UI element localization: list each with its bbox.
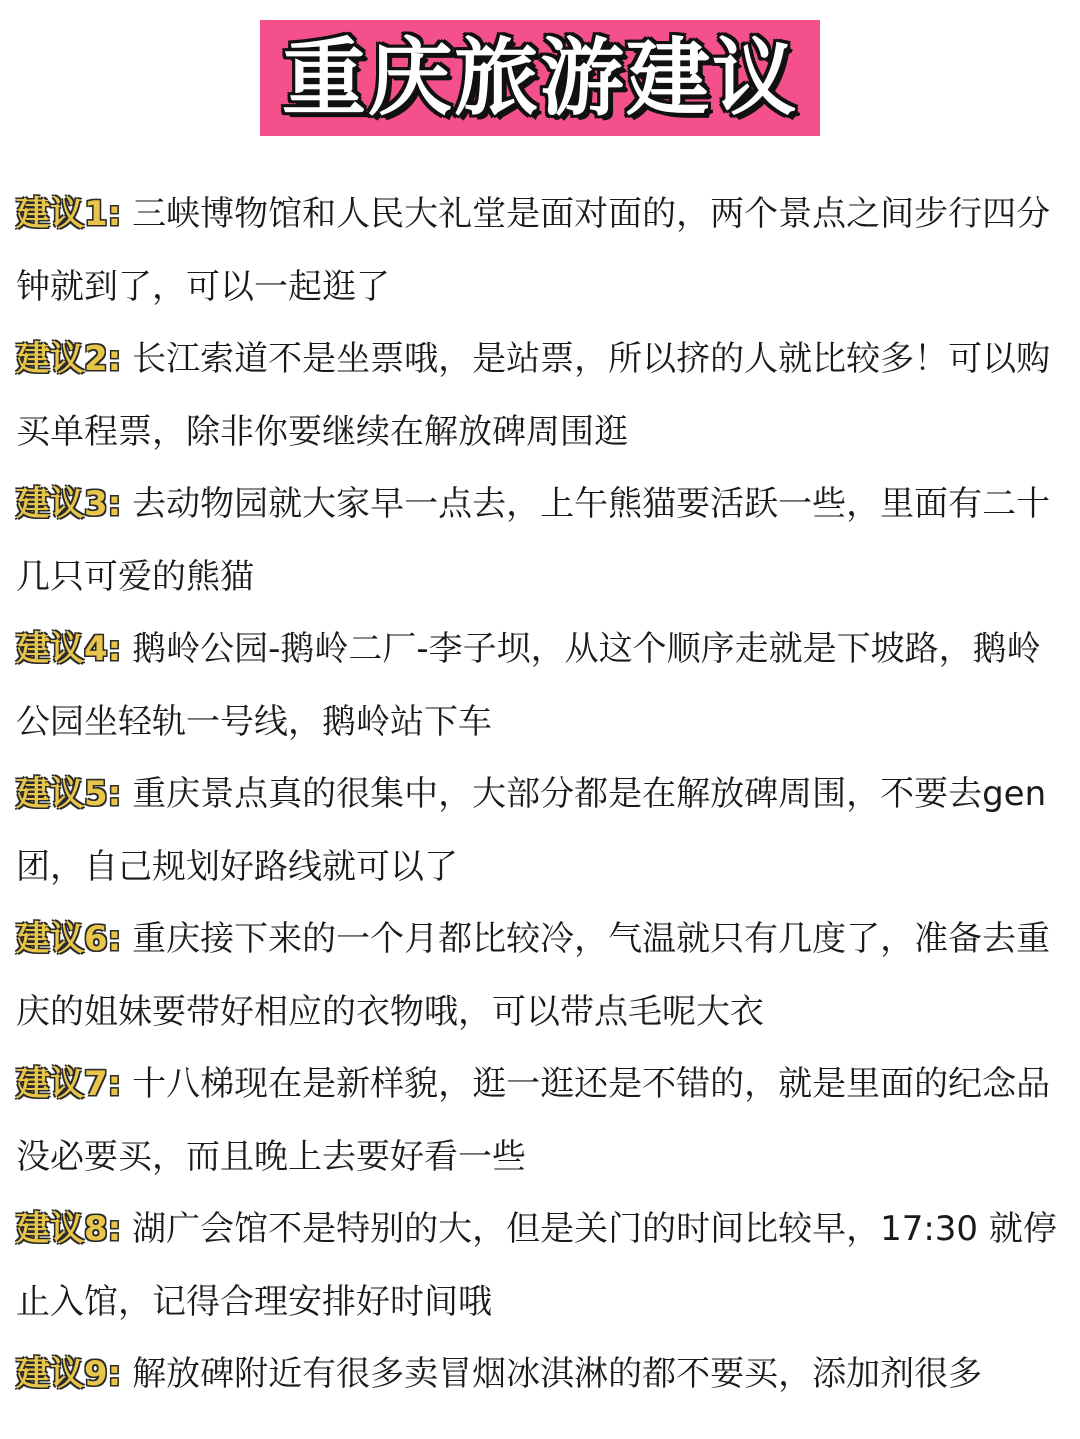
tip-text: 十八梯现在是新样貌，逛一逛还是不错的，就是里面的纪念品没必要买，而且晚上去要好看一些 (16, 1064, 1051, 1177)
tip-label: 建议8: (16, 1209, 122, 1249)
tip-text: 鹅岭公园-鹅岭二厂-李子坝，从这个顺序走就是下坡路，鹅岭公园坐轻轨一号线，鹅岭站下车 (16, 629, 1041, 742)
tips-list (16, 178, 1068, 1411)
tip-item (16, 1193, 1068, 1338)
tip-text: 重庆景点真的很集中，大部分都是在解放碑周围，不要去gen 团，自己规划好路线就可以了 (16, 774, 1047, 887)
tip-label: 建议5: (16, 774, 122, 814)
tip-label: 建议1: (16, 194, 122, 234)
tip-label: 建议2: (16, 339, 122, 379)
tip-text: 重庆接下来的一个月都比较冷，气温就只有几度了，准备去重庆的姐妹要带好相应的衣物哦，可以带点毛呢大衣 (16, 919, 1051, 1032)
tip-item (16, 178, 1068, 323)
tip-text: 三峡博物馆和人民大礼堂是面对面的，两个景点之间步行四分钟就到了，可以一起逛了 (16, 194, 1051, 307)
tip-item (16, 1338, 1068, 1411)
tip-label: 建议4: (16, 629, 122, 669)
tip-label: 建议7: (16, 1064, 122, 1104)
page-title: 重庆旅游建议 (281, 29, 798, 127)
tip-item (16, 903, 1068, 1048)
tip-item (16, 468, 1068, 613)
tip-item (16, 323, 1068, 468)
tip-label: 建议3: (16, 484, 122, 524)
tip-text: 长江索道不是坐票哦，是站票，所以挤的人就比较多！可以购买单程票，除非你要继续在解放碑周围逛 (16, 339, 1051, 452)
tip-label: 建议6: (16, 919, 122, 959)
tip-label: 建议9: (16, 1354, 122, 1394)
tip-item (16, 758, 1068, 903)
tip-text: 去动物园就大家早一点去，上午熊猫要活跃一些，里面有二十几只可爱的熊猫 (16, 484, 1051, 597)
tip-text: 解放碑附近有很多卖冒烟冰淇淋的都不要买，添加剂很多 (132, 1354, 983, 1394)
tip-text: 湖广会馆不是特别的大，但是关门的时间比较早，17:30 就停止入馆，记得合理安排好时间哦 (16, 1209, 1057, 1322)
tip-item (16, 613, 1068, 758)
title-banner (260, 20, 820, 136)
tip-item (16, 1048, 1068, 1193)
